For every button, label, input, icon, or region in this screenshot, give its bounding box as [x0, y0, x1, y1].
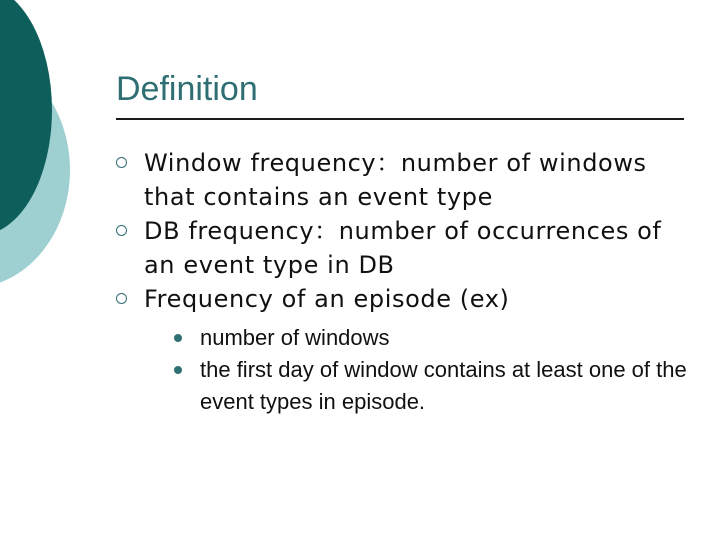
bullet-item — [116, 282, 696, 316]
bullet-text: Frequency of an episode (ex) — [144, 285, 510, 313]
sub-bullet-text: number of windows — [200, 325, 390, 350]
title-divider — [116, 118, 684, 120]
filled-dot-bullet-icon — [174, 334, 182, 342]
bullet-text: Window frequency：number of windows that contains an event type — [144, 149, 647, 211]
slide-title: Definition — [116, 70, 258, 108]
bullet-item — [116, 146, 696, 214]
bullet-list — [116, 146, 696, 418]
sub-bullet-list — [116, 322, 696, 418]
decorative-circles — [0, 0, 120, 320]
bullet-item — [116, 214, 696, 282]
sub-bullet-item — [174, 354, 696, 418]
filled-dot-bullet-icon — [174, 366, 182, 374]
bullet-text: DB frequency：number of occurrences of an event type in DB — [144, 217, 662, 279]
hollow-circle-bullet-icon — [116, 225, 127, 236]
hollow-circle-bullet-icon — [116, 157, 127, 168]
sub-bullet-item — [174, 322, 696, 354]
sub-bullet-text: the first day of window contains at least one of the event types in episode. — [200, 357, 687, 414]
hollow-circle-bullet-icon — [116, 293, 127, 304]
